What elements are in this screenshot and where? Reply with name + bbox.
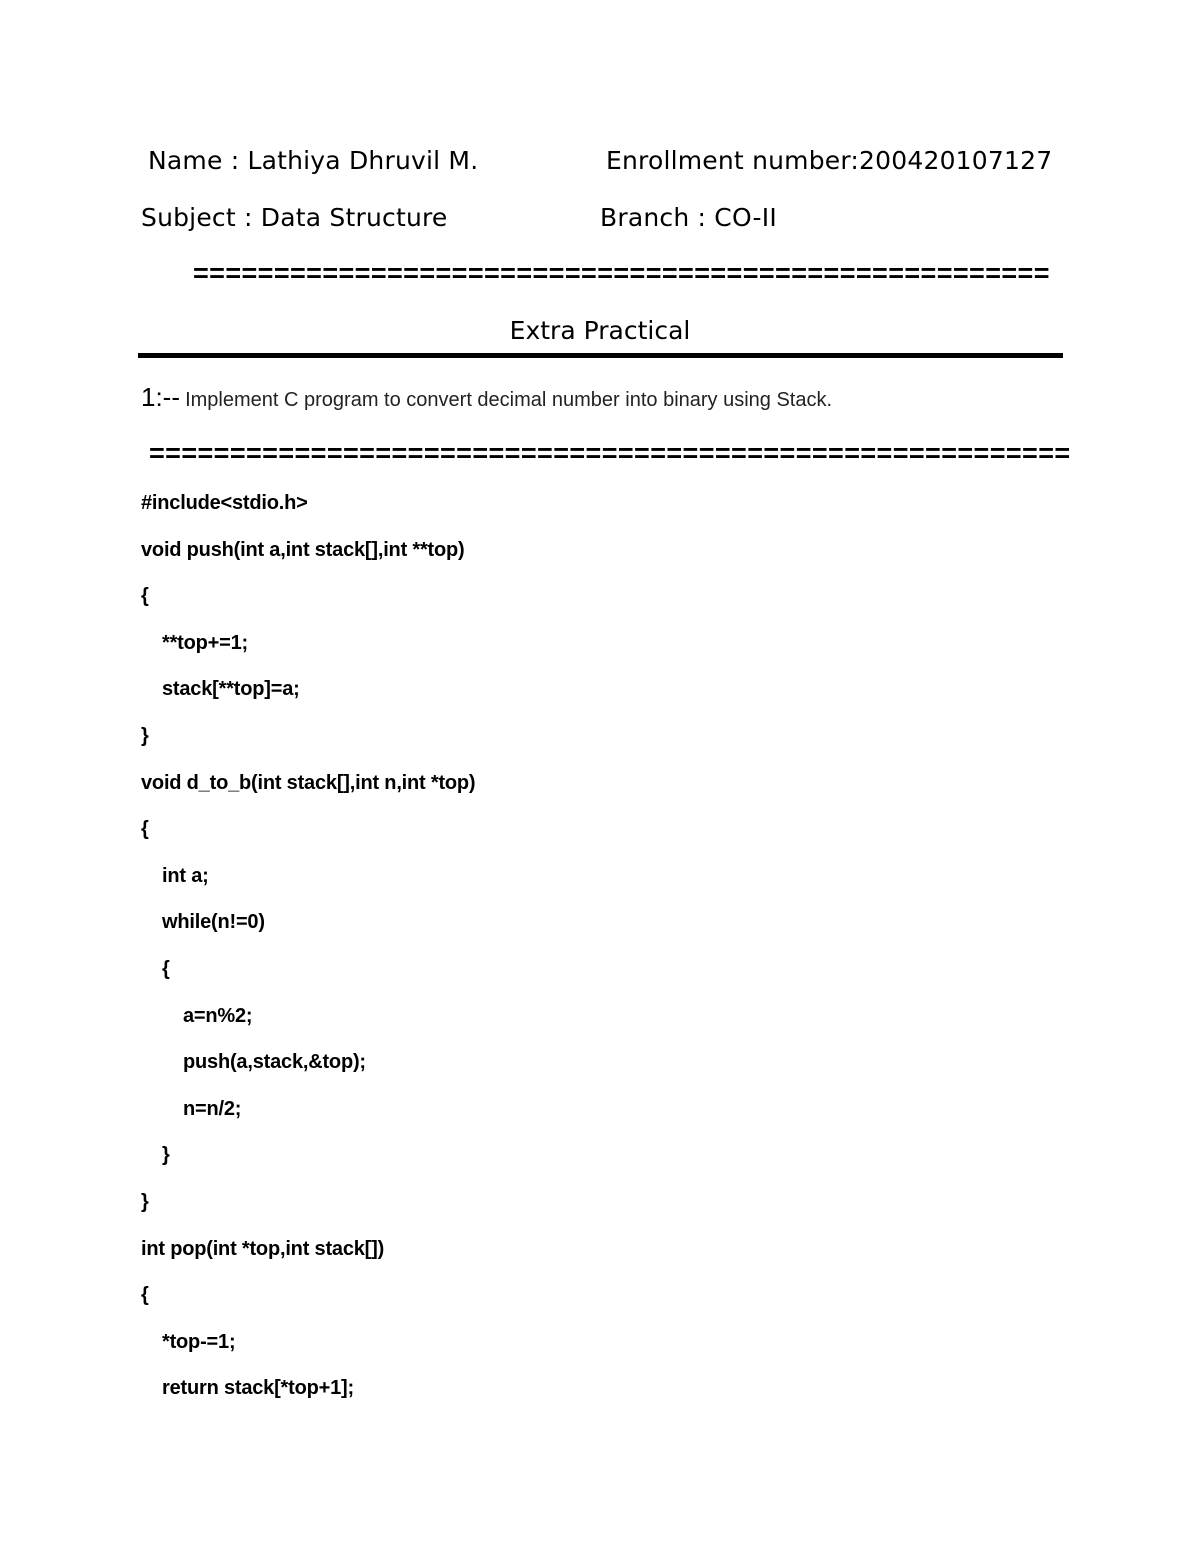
title-rule [138,353,1063,358]
code-line: } [141,1191,149,1213]
question [141,382,832,413]
code-line: push(a,stack,&top); [183,1051,366,1074]
code-line: int a; [162,864,209,887]
code-line: { [141,1284,149,1307]
code-line: { [141,818,149,841]
code-line: { [141,585,149,608]
enrollment-number: Enrollment number:200420107127 [606,146,1053,175]
code-line: void push(int a,int stack[],int **top) [141,538,465,561]
branch: Branch : CO-II [600,203,777,232]
code-line: n=n/2; [183,1097,242,1120]
code-line: } [162,1144,170,1167]
code-line: int pop(int *top,int stack[]) [141,1237,385,1260]
code-line: while(n!=0) [162,911,265,934]
code-line: stack[**top]=a; [162,678,300,701]
student-name: Name : Lathiya Dhruvil M. [148,146,479,175]
separator-top: ===================================================== [193,258,1050,288]
separator-bottom: ========================================================= [149,438,1071,468]
subject: Subject : Data Structure [141,203,448,232]
code-line: { [162,958,170,980]
code-line: a=n%2; [183,1004,253,1027]
question-number: 1:-- [141,382,180,412]
question-text: Implement C program to convert decimal number into binary using Stack. [185,389,833,411]
code-line: **top+=1; [162,631,249,654]
code-line: } [141,725,149,747]
code-line: *top-=1; [162,1330,236,1353]
code-line: #include<stdio.h> [141,492,308,514]
code-line: void d_to_b(int stack[],int n,int *top) [141,771,476,794]
page-title: Extra Practical [509,316,691,345]
code-line: return stack[*top+1]; [162,1377,354,1400]
